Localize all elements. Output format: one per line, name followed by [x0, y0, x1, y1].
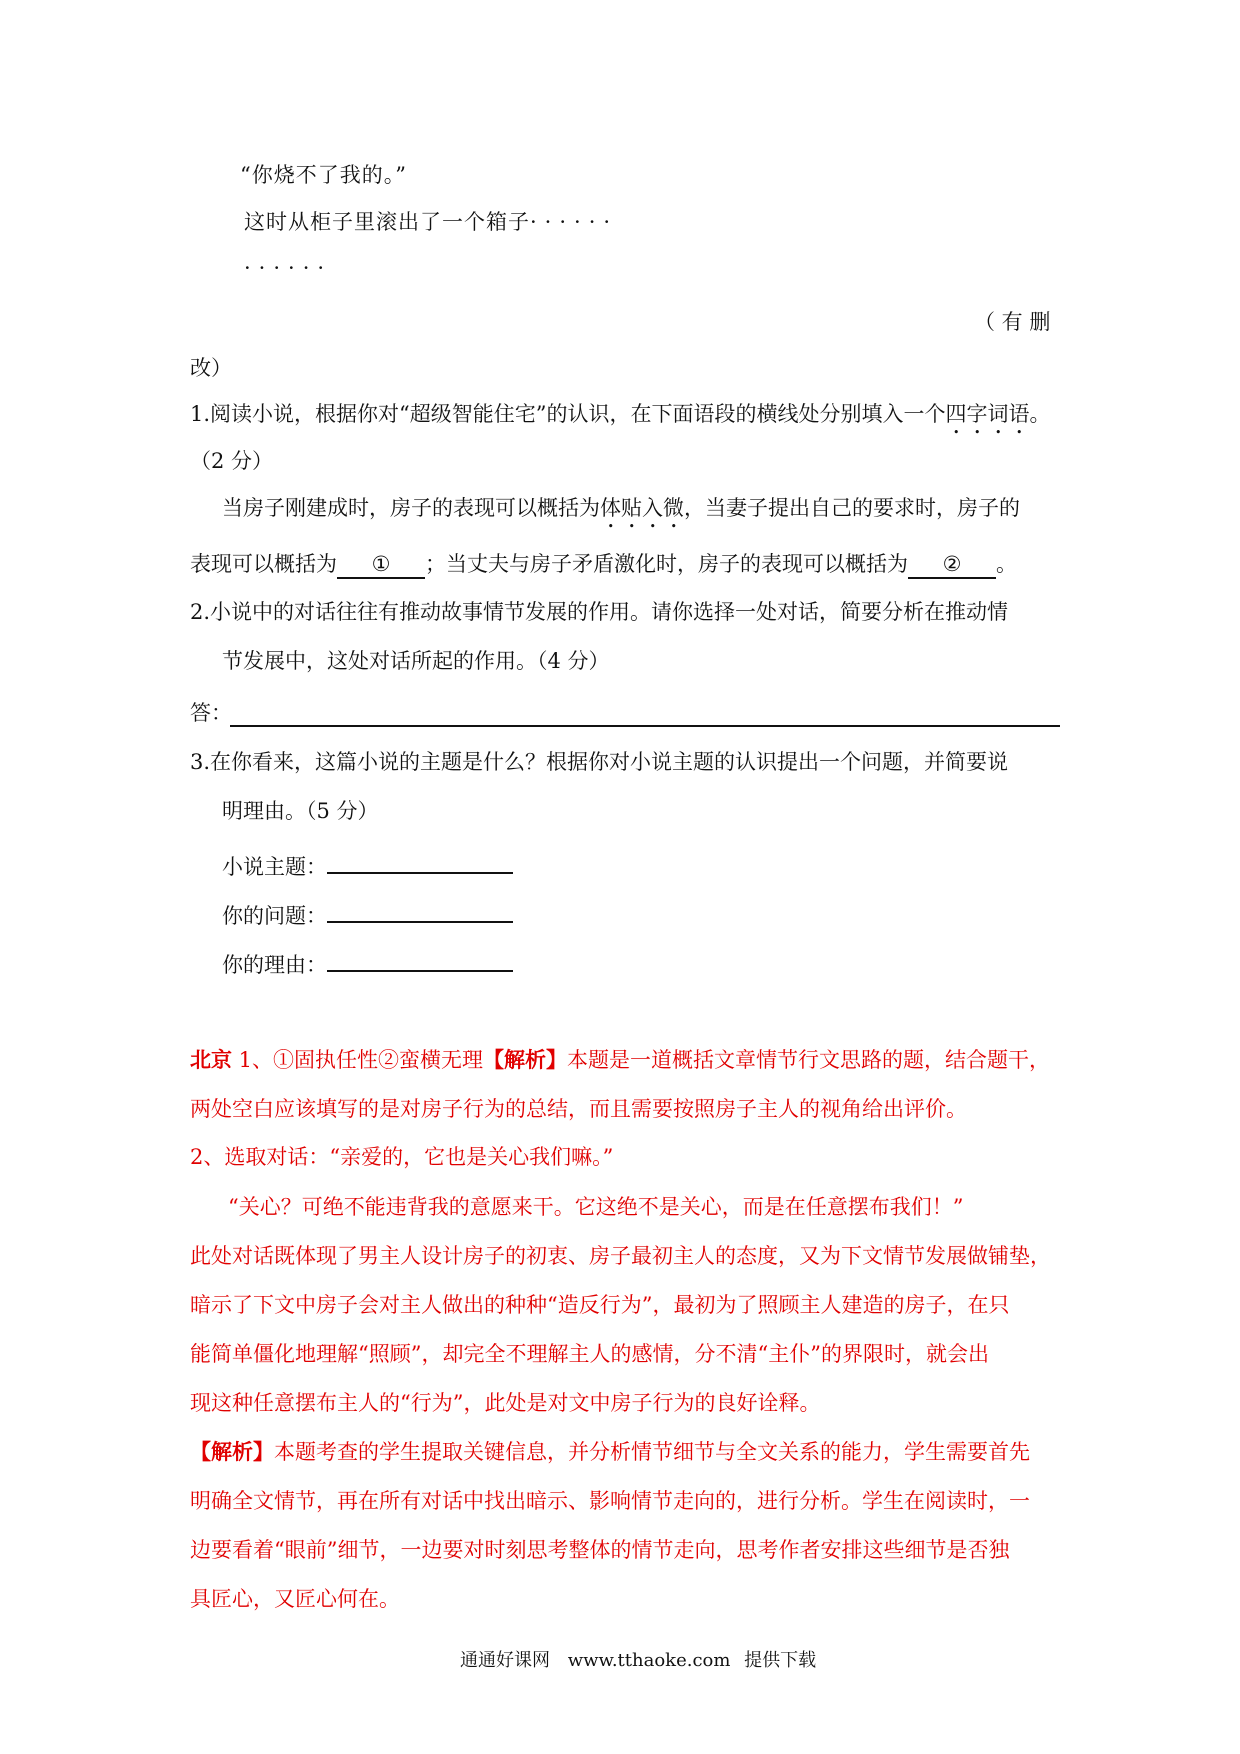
answer-2-line-1: 2、选取对话：“亲爱的，它也是关心我们嘛。”: [190, 1145, 614, 1169]
ellipsis-dots: ······: [530, 210, 619, 234]
blank-1-field[interactable]: ①: [337, 551, 425, 579]
page-footer: [460, 1648, 816, 1674]
q2-answer-label: 答：: [190, 701, 232, 725]
q2-answer-line[interactable]: [230, 725, 1060, 727]
answer-2-analysis-line-4: 具匠心，又匠心何在。: [190, 1587, 400, 1611]
q3-reason-row: 你的理由：: [222, 944, 513, 980]
blank-2-field[interactable]: ②: [908, 551, 996, 579]
q1-prompt: 1.阅读小说，根据你对“超级智能住宅”的认识，在下面语段的横线处分别填入一个四字词语。: [190, 402, 1051, 426]
emphasized-term: 四字词语: [945, 402, 1030, 426]
q3-prompt-line-1: 3.在你看来，这篇小说的主题是什么？根据你对小说主题的认识提出一个问题，并简要说: [190, 750, 1009, 774]
answer-2-line-3: 此处对话既体现了男主人设计房子的初衷、房子最初主人的态度，又为下文情节发展做铺垫，: [190, 1244, 1051, 1268]
reason-answer-field[interactable]: [327, 944, 513, 972]
excerpt-line-1: “你烧不了我的。”: [240, 163, 407, 187]
q3-theme-row: 小说主题：: [222, 846, 513, 882]
edit-note-part1: （ 有 删: [974, 310, 1051, 334]
answer-2-line-5: 能简单僵化地理解“照顾”，却完全不理解主人的感情，分不清“主仆”的界限时，就会出: [190, 1342, 989, 1366]
q3-question-row: 你的问题：: [222, 895, 513, 931]
question-answer-field[interactable]: [327, 895, 513, 923]
q1-body-line-2: 表现可以概括为 ① ；当丈夫与房子矛盾激化时，房子的表现可以概括为 ② 。: [190, 549, 1017, 579]
footer-site-name: 通通好课网: [460, 1650, 550, 1671]
answer-2-line-6: 现这种任意摆布主人的“行为”，此处是对文中房子行为的良好诠释。: [190, 1391, 821, 1415]
answer-1-line-2: 两处空白应该填写的是对房子行为的总结，而且需要按照房子主人的视角给出评价。: [190, 1097, 967, 1121]
excerpt-line-3: ······: [244, 256, 333, 280]
answer-2-analysis-line-1: 【解析】本题考查的学生提取关键信息，并分析情节细节与全文关系的能力，学生需要首先: [190, 1439, 1030, 1464]
q1-body-line-1: 当房子刚建成时，房子的表现可以概括为体贴入微，当妻子提出自己的要求时，房子的: [222, 496, 1020, 520]
q2-prompt-line-2: 节发展中，这处对话所起的作用。（4 分）: [222, 649, 610, 673]
q1-score: （2 分）: [190, 449, 274, 473]
analysis-tag-2: 【解析】: [190, 1439, 274, 1464]
answer-2-analysis-line-3: 边要看着“眼前”细节，一边要对时刻思考整体的情节走向，思考作者安排这些细节是否独: [190, 1538, 1010, 1562]
q2-prompt-line-1: 2.小说中的对话往往有推动故事情节发展的作用。请你选择一处对话，简要分析在推动情: [190, 600, 1009, 624]
q3-prompt-line-2: 明理由。（5 分）: [222, 799, 379, 823]
theme-answer-field[interactable]: [327, 846, 513, 874]
footer-tail: 提供下载: [744, 1650, 817, 1671]
example-answer: 体贴入微: [600, 496, 684, 520]
region-tag: 北京: [190, 1047, 232, 1072]
answer-2-line-2: “关心？可绝不能违背我的意愿来干。它这绝不是关心，而是在任意摆布我们！”: [228, 1195, 964, 1219]
edit-note-part2: 改）: [190, 356, 232, 380]
answer-2-analysis-line-2: 明确全文情节，再在所有对话中找出暗示、影响情节走向的，进行分析。学生在阅读时，一: [190, 1489, 1030, 1513]
analysis-tag: 【解析】: [483, 1047, 568, 1072]
answer-1-line-1: 北京 1、①固执任性②蛮横无理【解析】本题是一道概括文章情节行文思路的题，结合题干，: [190, 1047, 1051, 1072]
footer-url[interactable]: www.tthaoke.com: [567, 1650, 731, 1671]
answer-2-line-4: 暗示了下文中房子会对主人做出的种种“造反行为”，最初为了照顾主人建造的房子，在只: [190, 1293, 1010, 1317]
excerpt-line-2: 这时从柜子里滚出了一个箱子······: [244, 210, 619, 234]
